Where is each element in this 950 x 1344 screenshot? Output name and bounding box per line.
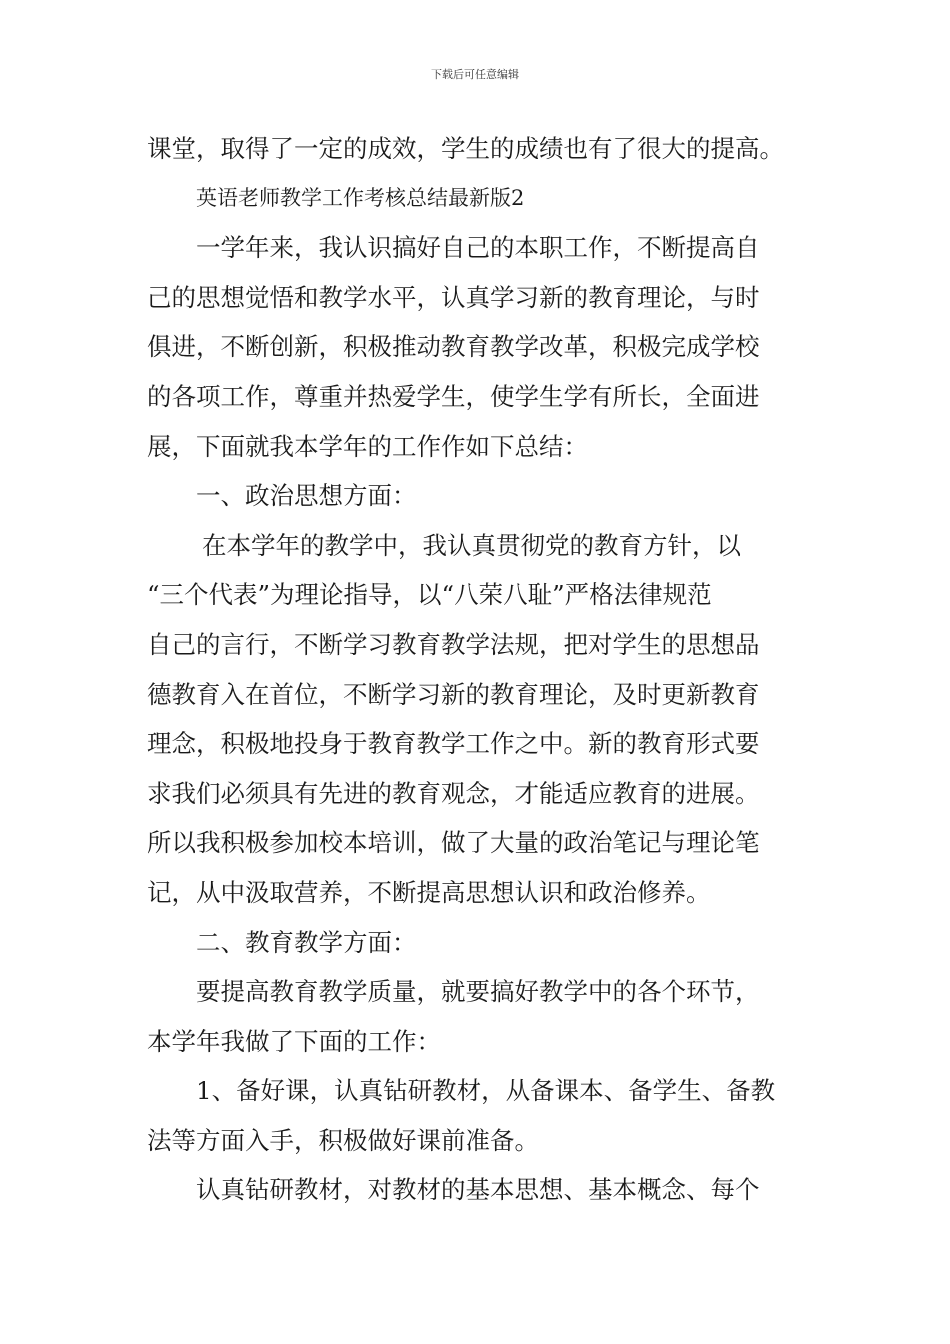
paragraph-line: 要提高教育教学质量，就要搞好教学中的各个环节， bbox=[196, 977, 760, 1007]
paragraph-line: 法等方面入手，积极做好课前准备。 bbox=[147, 1125, 539, 1155]
paragraph-line: 自己的言行，不断学习教育教学法规，把对学生的思想品 bbox=[147, 629, 760, 659]
paragraph-line: 的各项工作，尊重并热爱学生，使学生学有所长，全面进 bbox=[147, 381, 760, 411]
section-heading: 一、政治思想方面： bbox=[196, 481, 417, 511]
paragraph-line: 所以我积极参加校本培训，做了大量的政治笔记与理论笔 bbox=[147, 828, 760, 858]
section-title: 英语老师教学工作考核总结最新版2 bbox=[196, 185, 525, 210]
paragraph-line: 课堂，取得了一定的成效，学生的成绩也有了很大的提高。 bbox=[147, 134, 784, 163]
paragraph-line: 记，从中汲取营养，不断提高思想认识和政治修养。 bbox=[147, 877, 711, 907]
paragraph-line: 求我们必须具有先进的教育观念，才能适应教育的进展。 bbox=[147, 778, 760, 808]
paragraph-line: 己的思想觉悟和教学水平，认真学习新的教育理论，与时 bbox=[147, 282, 760, 312]
paragraph-line: 理念，积极地投身于教育教学工作之中。新的教育形式要 bbox=[147, 729, 760, 759]
paragraph-line: 在本学年的教学中，我认真贯彻党的教育方针，以 bbox=[202, 530, 741, 560]
document-body bbox=[147, 124, 807, 1215]
page-header: 下载后可任意编辑 bbox=[431, 68, 519, 81]
section-heading: 二、教育教学方面： bbox=[196, 927, 417, 957]
paragraph-line: 俱进，不断创新，积极推动教育教学改革，积极完成学校 bbox=[147, 332, 760, 362]
paragraph-line: 本学年我做了下面的工作： bbox=[147, 1026, 441, 1056]
paragraph-line: 德教育入在首位，不断学习新的教育理论，及时更新教育 bbox=[147, 679, 760, 709]
paragraph-line: 展，下面就我本学年的工作作如下总结： bbox=[147, 431, 588, 461]
paragraph-line: 认真钻研教材，对教材的基本思想、基本概念、每个 bbox=[196, 1175, 760, 1205]
paragraph-line: 一学年来，我认识搞好自己的本职工作，不断提高自 bbox=[196, 233, 760, 263]
paragraph-line: 1、备好课，认真钻研教材，从备课本、备学生、备教 bbox=[196, 1076, 776, 1106]
paragraph-line: “三个代表”为理论指导，以“八荣八耻”严格法律规范 bbox=[147, 580, 712, 610]
